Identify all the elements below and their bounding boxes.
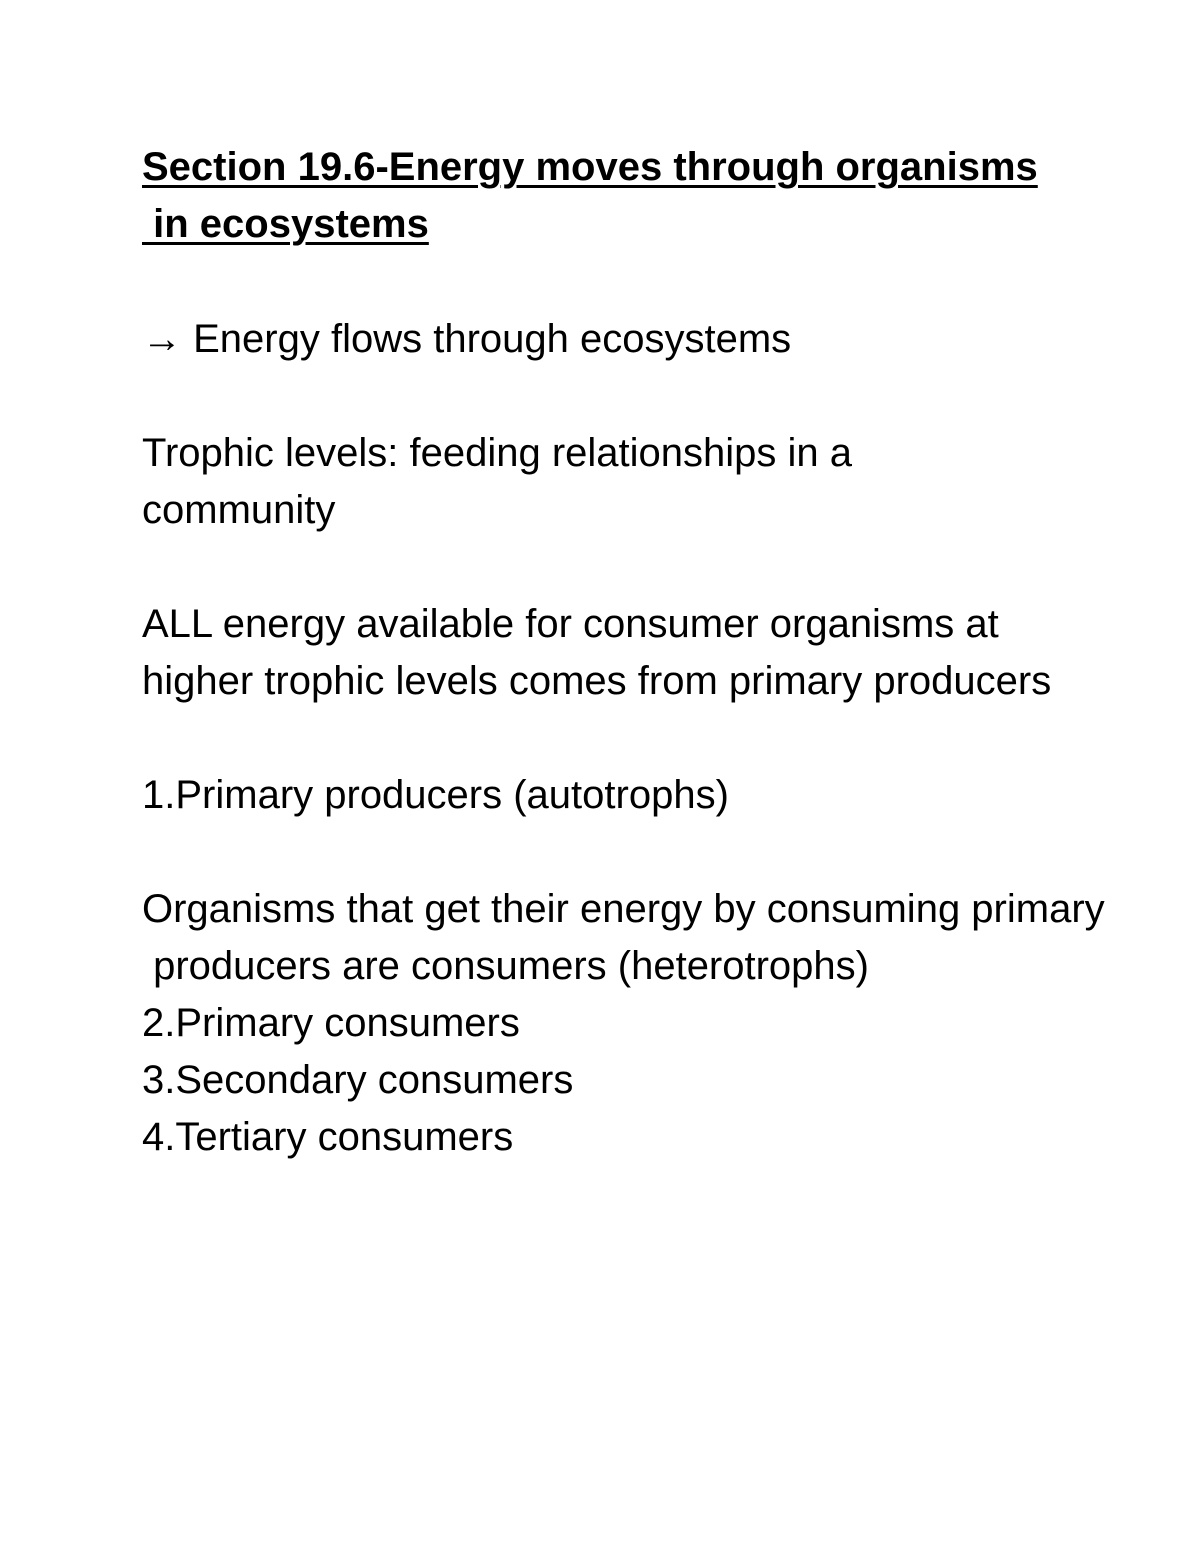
section-heading-line-1: Section 19.6-Energy moves through organisms: [142, 145, 1038, 189]
list-item-primary-consumers: 2.Primary consumers: [142, 1001, 520, 1045]
list-item-secondary-consumers: 3.Secondary consumers: [142, 1058, 574, 1102]
consumers-definition-line-1: Organisms that get their energy by consuming primary: [142, 887, 1105, 931]
all-energy-statement-line-2: higher trophic levels comes from primary producers: [142, 659, 1052, 703]
trophic-levels-definition-line-1: Trophic levels: feeding relationships in a: [142, 431, 853, 475]
energy-flow-statement: → Energy flows through ecosystems: [142, 317, 792, 361]
all-energy-statement-line-1: ALL energy available for consumer organisms at: [142, 602, 999, 646]
list-item-tertiary-consumers: 4.Tertiary consumers: [142, 1115, 514, 1159]
section-heading-line-2: in ecosystems: [142, 202, 429, 246]
consumers-definition-line-2: producers are consumers (heterotrophs): [142, 944, 869, 988]
list-item-primary-producers: 1.Primary producers (autotrophs): [142, 773, 729, 817]
trophic-levels-definition-line-2: community: [142, 488, 336, 532]
